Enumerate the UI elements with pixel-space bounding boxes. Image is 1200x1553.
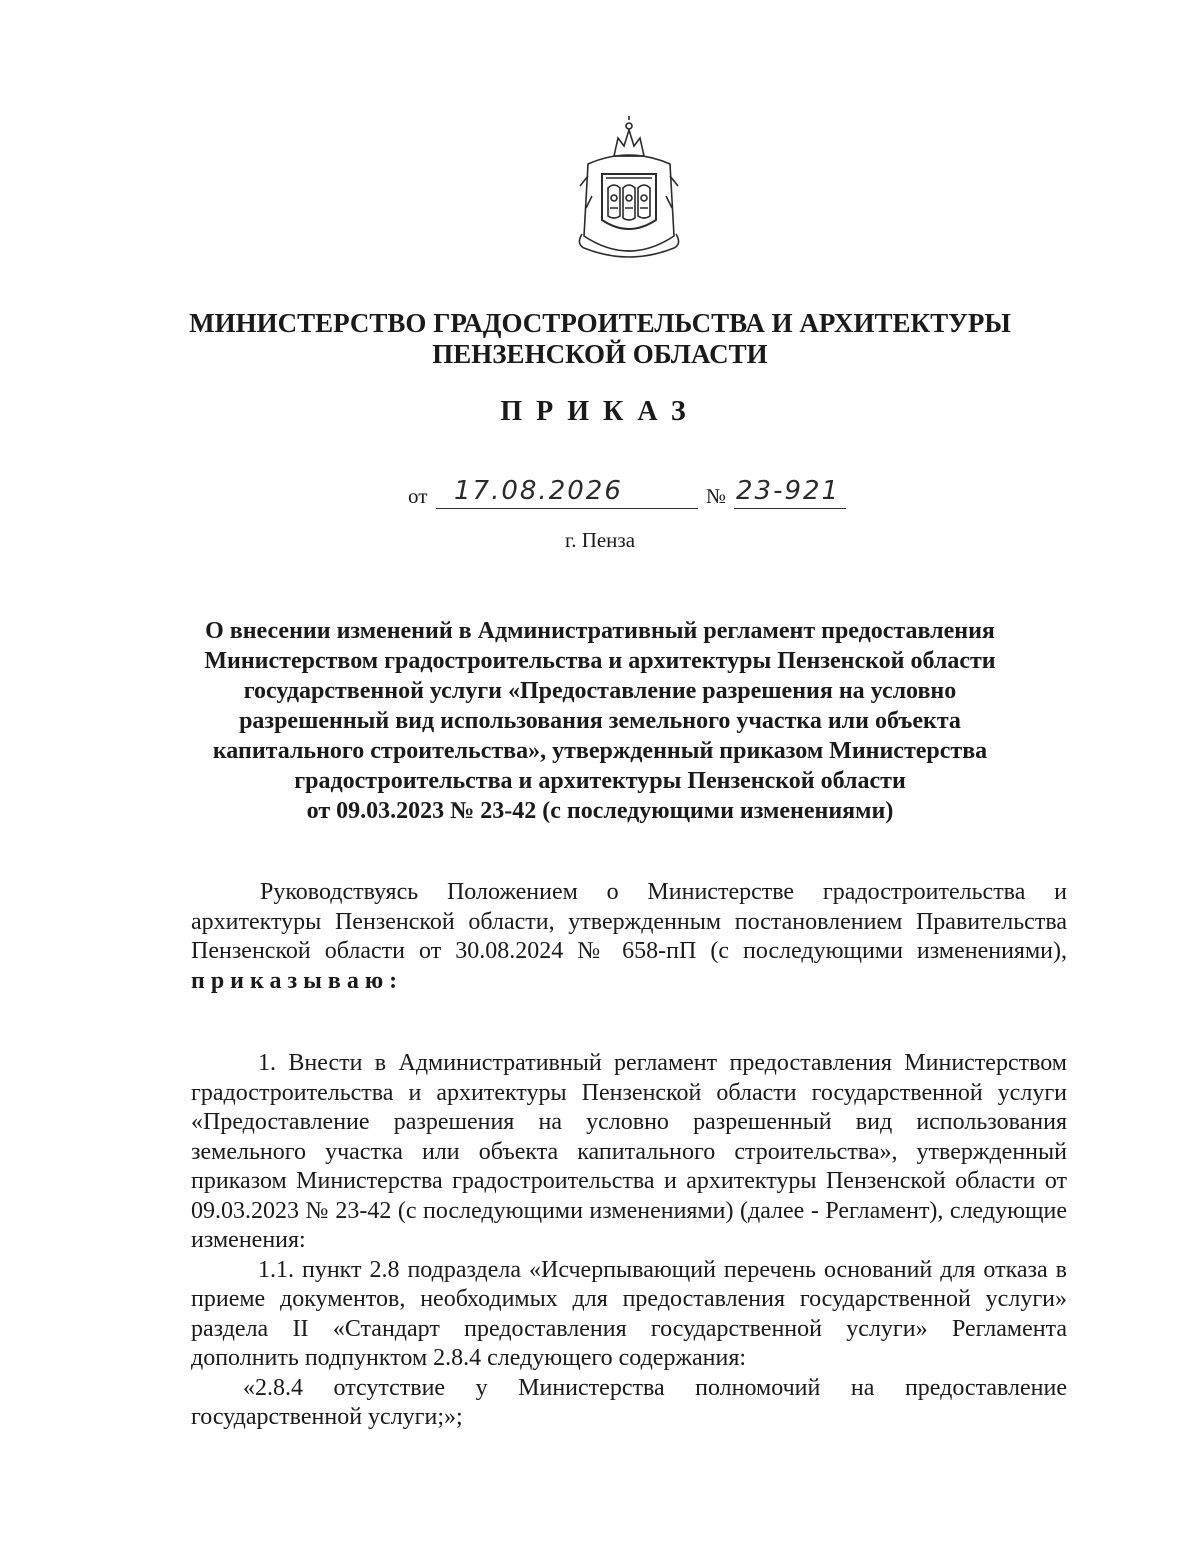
coat-of-arms-icon <box>574 116 684 264</box>
ministry-name <box>150 308 1050 370</box>
ministry-line-2: ПЕНЗЕНСКОЙ ОБЛАСТИ <box>432 339 768 369</box>
city: г. Пенза <box>564 528 636 552</box>
title-line: государственной услуги «Предоставление разрешения на условно <box>243 678 957 704</box>
document-type: ПРИКАЗ <box>500 396 700 427</box>
handwritten-date: 17.08.2026 <box>454 476 623 506</box>
item-1-paragraph: 1. Внести в Административный регламент предоставления Министерством градостроительства и архитектуры Пензенской области государственной услуги «Предоставление разрешения на условно разрешенный вид использования земельного участка или объекта капитального строительства», утвержденный приказом Министерства градостроительства и архитектуры Пензенской области от 09.03.2023 № 23-42 (с последующими изменениями) (далее - Регламент), следующие изменения: <box>191 1050 1067 1253</box>
preamble-paragraph <box>191 878 1067 996</box>
ministry-line-1: МИНИСТЕРСТВО ГРАДОСТРОИТЕЛЬСТВА И АРХИТЕКТУРЫ <box>189 308 1011 338</box>
preamble-text: Руководствуясь Положением о Министерстве градостроительства и архитектуры Пензенской области, утвержденным постановлением Правительства Пензенской области от 30.08.2024 № 658-пП (с последующими изменениями), <box>191 879 1067 964</box>
handwritten-number: 23-921 <box>736 476 841 506</box>
number-prefix: № <box>706 484 727 508</box>
date-underline <box>436 508 698 509</box>
date-prefix: от <box>408 484 428 508</box>
date-number-line <box>408 478 868 512</box>
order-word: приказываю: <box>191 967 404 994</box>
number-underline <box>734 508 846 509</box>
document-body <box>191 878 1067 1433</box>
title-line: от 09.03.2023 № 23-42 (с последующими изменениями) <box>306 798 894 824</box>
document-title <box>150 616 1050 826</box>
title-line: разрешенный вид использования земельного участка или объекта <box>239 708 961 734</box>
title-line: О внесении изменений в Административный регламент предоставления <box>205 618 995 644</box>
quote-paragraph: «2.8.4 отсутствие у Министерства полномочий на предоставление государственной услуги;»; <box>191 1374 1067 1430</box>
title-line: капитального строительства», утвержденный приказом Министерства <box>212 738 988 764</box>
title-line: Министерством градостроительства и архитектуры Пензенской области <box>204 648 996 674</box>
title-line: градостроительства и архитектуры Пензенской области <box>294 768 906 794</box>
item-1-1-paragraph: 1.1. пункт 2.8 подраздела «Исчерпывающий перечень оснований для отказа в приеме документов, необходимых для предоставления государственной услуги» раздела II «Стандарт предоставления государственной услуги» Регламента дополнить подпунктом 2.8.4 следующего содержания: <box>191 1256 1067 1371</box>
